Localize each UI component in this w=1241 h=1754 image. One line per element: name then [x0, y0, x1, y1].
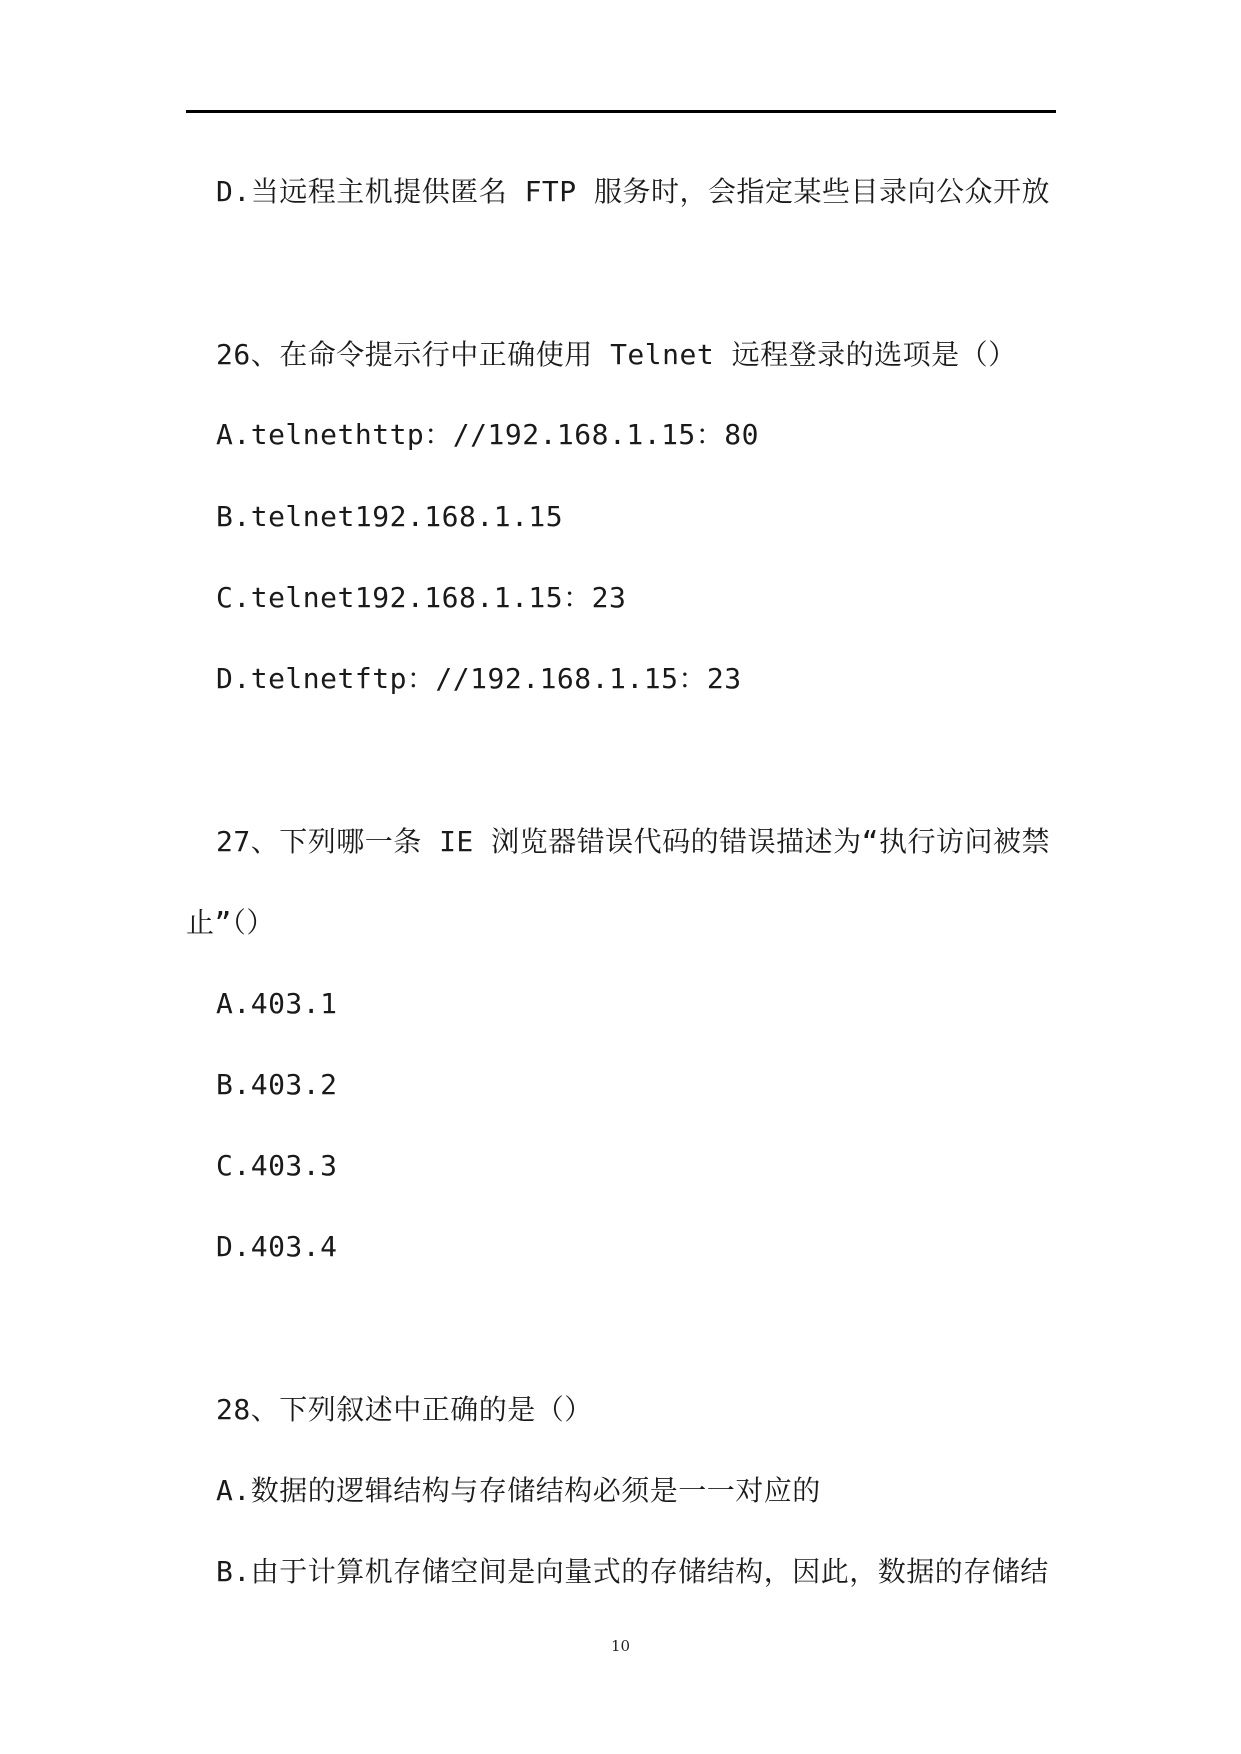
q25-option-d: D.当远程主机提供匿名 FTP 服务时，会指定某些目录向公众开放 — [216, 175, 1051, 208]
q26-option-b: B.telnet192.168.1.15 — [216, 500, 564, 533]
q27-question-stem: 27、下列哪一条 IE 浏览器错误代码的错误描述为“执行访问被禁 — [216, 825, 1051, 858]
page-number: 10 — [610, 1637, 631, 1655]
q27-option-b: B.403.2 — [216, 1068, 338, 1101]
q27-question-stem-continued: 止”（） — [186, 906, 275, 939]
q28-option-a: A.数据的逻辑结构与存储结构必须是一一对应的 — [216, 1474, 821, 1507]
q28-question-stem: 28、下列叙述中正确的是（） — [216, 1393, 593, 1426]
q26-question-stem: 26、在命令提示行中正确使用 Telnet 远程登录的选项是（） — [216, 338, 1017, 371]
q26-option-c: C.telnet192.168.1.15：23 — [216, 581, 627, 614]
q26-option-d: D.telnetftp：//192.168.1.15：23 — [216, 662, 742, 695]
q27-option-c: C.403.3 — [216, 1149, 338, 1182]
q27-option-a: A.403.1 — [216, 987, 338, 1020]
q26-option-a: A.telnethttp：//192.168.1.15：80 — [216, 418, 760, 451]
header-rule — [186, 110, 1056, 113]
q27-option-d: D.403.4 — [216, 1230, 338, 1263]
q28-option-b: B.由于计算机存储空间是向量式的存储结构，因此，数据的存储结 — [216, 1555, 1049, 1588]
